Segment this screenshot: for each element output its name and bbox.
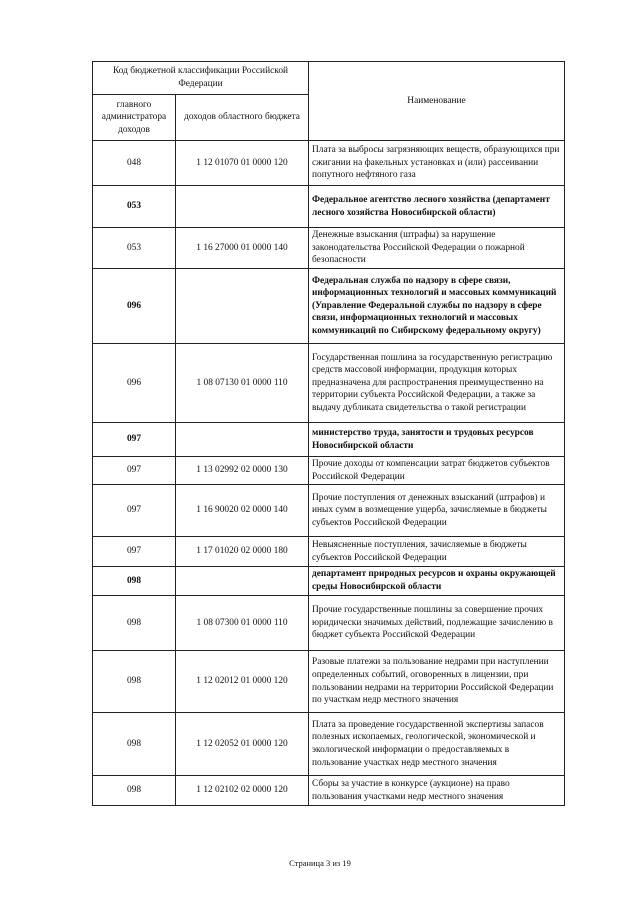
row-name: Плата за выбросы загрязняющих веществ, образующихся при сжигании на факельных установках и (или) рассеивании попутного нефтяного газа xyxy=(309,141,565,186)
table-row xyxy=(93,141,565,186)
page-number: Страница 3 из 19 xyxy=(289,858,351,868)
row-admin-code: 098 xyxy=(93,776,176,806)
table-row xyxy=(93,537,565,567)
row-revenue-code: 1 12 02052 01 0000 120 xyxy=(176,713,309,776)
table-row xyxy=(93,457,565,485)
header-name: Наименование xyxy=(309,62,565,141)
row-name: Невыясненные поступления, зачисляемые в бюджеты субъектов Российской Федерации xyxy=(309,537,565,567)
table-row xyxy=(93,596,565,651)
header-admin: главного администратора доходов xyxy=(93,95,176,141)
table-body xyxy=(93,141,565,806)
table-row xyxy=(93,186,565,228)
row-name: Плата за проведение государственной экспертизы запасов полезных ископаемых, геологической, экономической и экологической информации о предоставляемых в пользование участках недр местного значения xyxy=(309,713,565,776)
table-row xyxy=(93,567,565,596)
row-admin-code: 053 xyxy=(93,228,176,269)
row-name: Разовые платежи за пользование недрами при наступлении определенных событий, оговоренных в лицензии, при пользовании недрами на территории Российской Федерации по участкам недр местного значения xyxy=(309,651,565,713)
row-name: Прочие поступления от денежных взысканий (штрафов) и иных сумм в возмещение ущерба, зачисляемые в бюджеты субъектов Российской Федерации xyxy=(309,485,565,537)
row-admin-code: 096 xyxy=(93,344,176,423)
row-admin-code: 096 xyxy=(93,269,176,344)
table-row xyxy=(93,776,565,806)
budget-classification-table xyxy=(92,61,565,806)
row-admin-code: 098 xyxy=(93,596,176,651)
row-name: Прочие государственные пошлины за совершение прочих юридически значимых действий, подлежащие зачислению в бюджет субъекта Российской Федерации xyxy=(309,596,565,651)
row-revenue-code xyxy=(176,567,309,596)
row-admin-code: 098 xyxy=(93,713,176,776)
row-name: Сборы за участие в конкурсе (аукционе) на право пользования участками недр местного значения xyxy=(309,776,565,806)
table-row xyxy=(93,423,565,457)
row-name: министерство труда, занятости и трудовых ресурсов Новосибирской области xyxy=(309,423,565,457)
row-revenue-code: 1 12 02102 02 0000 120 xyxy=(176,776,309,806)
row-admin-code: 098 xyxy=(93,651,176,713)
row-admin-code: 098 xyxy=(93,567,176,596)
table-row xyxy=(93,713,565,776)
row-revenue-code: 1 08 07130 01 0000 110 xyxy=(176,344,309,423)
row-admin-code: 053 xyxy=(93,186,176,228)
table-row xyxy=(93,269,565,344)
row-revenue-code: 1 16 27000 01 0000 140 xyxy=(176,228,309,269)
row-revenue-code: 1 13 02992 02 0000 130 xyxy=(176,457,309,485)
row-admin-code: 048 xyxy=(93,141,176,186)
header-code-group: Код бюджетной классификации Российской Федерации xyxy=(93,62,309,95)
table-row xyxy=(93,344,565,423)
row-revenue-code xyxy=(176,186,309,228)
row-revenue-code: 1 17 01020 02 0000 180 xyxy=(176,537,309,567)
row-name: Денежные взыскания (штрафы) за нарушение законодательства Российской Федерации о пожарной безопасности xyxy=(309,228,565,269)
table-row xyxy=(93,228,565,269)
row-name: Федеральная служба по надзору в сфере связи, информационных технологий и массовых коммуникаций (Управление Федеральной службы по надзору в сфере связи, информационных технологий и массовых коммуникаций по Сибирскому федеральному округу) xyxy=(309,269,565,344)
row-revenue-code: 1 08 07300 01 0000 110 xyxy=(176,596,309,651)
header-revenue-code: доходов областного бюджета xyxy=(176,95,309,141)
row-admin-code: 097 xyxy=(93,423,176,457)
row-admin-code: 097 xyxy=(93,485,176,537)
table-row xyxy=(93,651,565,713)
row-name: Прочие доходы от компенсации затрат бюджетов субъектов Российской Федерации xyxy=(309,457,565,485)
row-name: Государственная пошлина за государственную регистрацию средств массовой информации, продукция которых предназначена для распространения преимущественно на территории субъекта Российской Федерации, а также за выдачу дубликата свидетельства о такой регистрации xyxy=(309,344,565,423)
row-revenue-code: 1 12 01070 01 0000 120 xyxy=(176,141,309,186)
row-revenue-code xyxy=(176,423,309,457)
table-row xyxy=(93,485,565,537)
row-admin-code: 097 xyxy=(93,537,176,567)
row-revenue-code xyxy=(176,269,309,344)
row-admin-code: 097 xyxy=(93,457,176,485)
row-name: департамент природных ресурсов и охраны окружающей среды Новосибирской области xyxy=(309,567,565,596)
row-name: Федеральное агентство лесного хозяйства (департамент лесного хозяйства Новосибирской области) xyxy=(309,186,565,228)
row-revenue-code: 1 12 02012 01 0000 120 xyxy=(176,651,309,713)
row-revenue-code: 1 16 90020 02 0000 140 xyxy=(176,485,309,537)
